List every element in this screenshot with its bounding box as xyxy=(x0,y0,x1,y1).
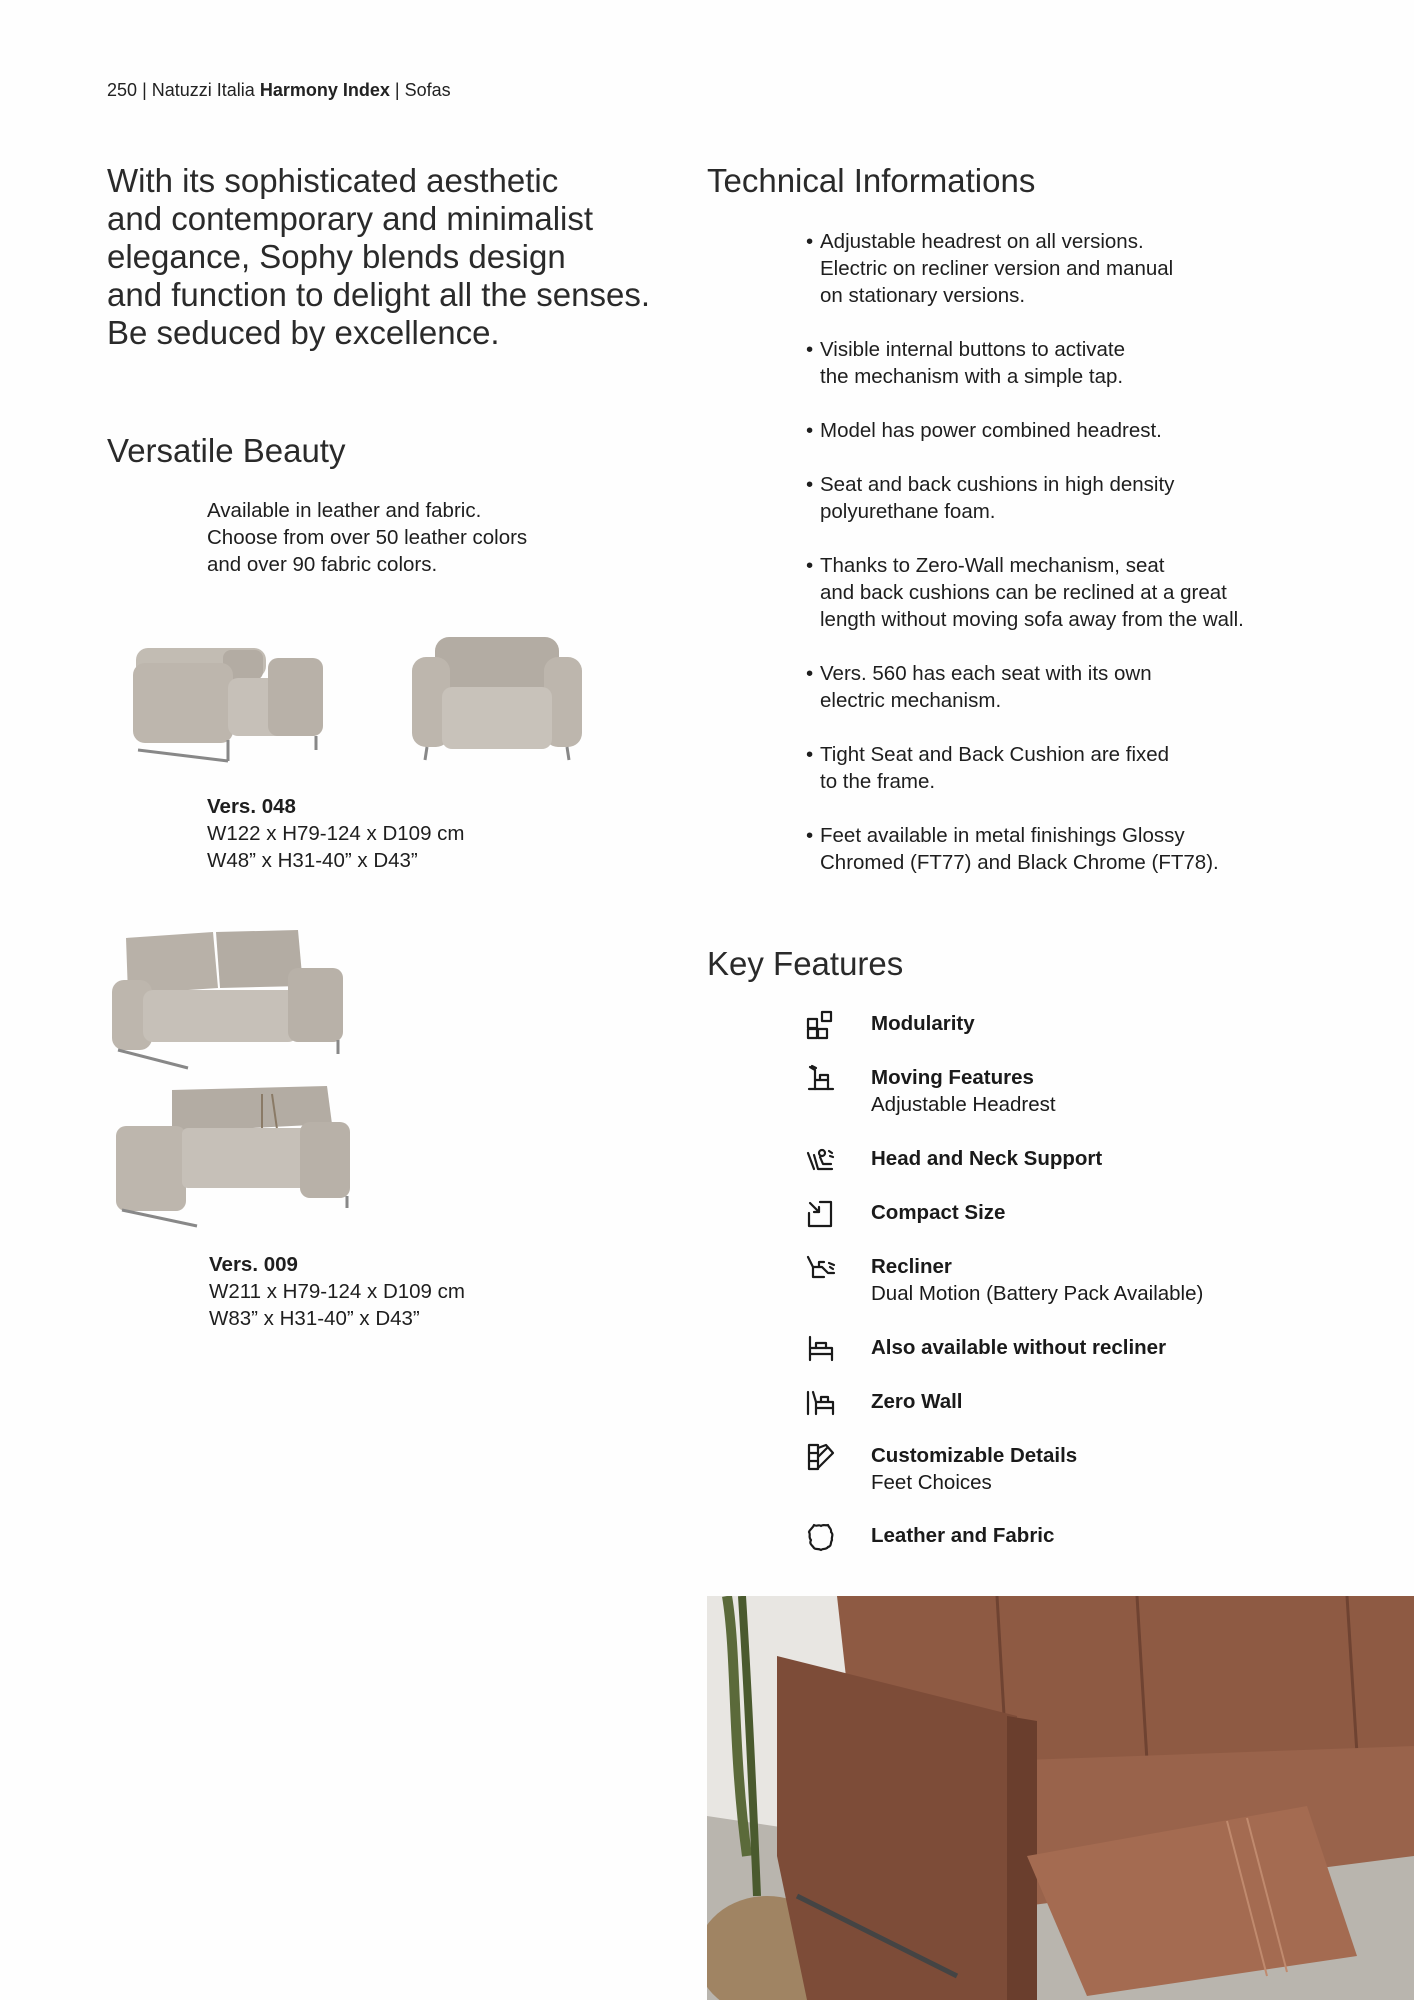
technical-line: and back cushions can be reclined at a great xyxy=(820,581,1227,604)
version-048-specs xyxy=(207,793,465,874)
feature-title: Customizable Details xyxy=(871,1444,1078,1467)
intro-paragraph xyxy=(107,162,667,352)
technical-line: to the frame. xyxy=(820,770,936,793)
technical-item xyxy=(806,417,1286,444)
technical-line: on stationary versions. xyxy=(820,284,1026,307)
feature-title: Head and Neck Support xyxy=(871,1147,1103,1170)
technical-line: • Adjustable headrest on all versions. xyxy=(820,230,1144,253)
versatile-line: Choose from over 50 leather colors xyxy=(207,526,528,549)
versatile-line: Available in leather and fabric. xyxy=(207,499,482,522)
version-title: Vers. 048 xyxy=(207,795,296,818)
feature-title: Zero Wall xyxy=(871,1390,963,1413)
feature-subtitle: Dual Motion (Battery Pack Available) xyxy=(871,1282,1204,1305)
intro-line: and function to delight all the senses. xyxy=(107,276,651,313)
moving-features-icon xyxy=(806,1064,836,1094)
intro-line: and contemporary and minimalist xyxy=(107,200,594,237)
technical-line: • Model has power combined headrest. xyxy=(820,419,1162,442)
technical-line: • Feet available in metal finishings Glossy xyxy=(820,824,1185,847)
feature-subtitle: Adjustable Headrest xyxy=(871,1093,1056,1116)
version-metric-dimensions: W211 x H79-124 x D109 cm xyxy=(209,1280,465,1303)
technical-line: electric mechanism. xyxy=(820,689,1002,712)
sofa-vers-048-side-image xyxy=(128,628,328,763)
feature-title: Recliner xyxy=(871,1255,952,1278)
zero-wall-icon xyxy=(806,1388,836,1418)
collection-name: Harmony Index xyxy=(259,80,390,100)
technical-item xyxy=(806,228,1286,309)
feature-title: Moving Features xyxy=(871,1066,1034,1089)
technical-line: Electric on recliner version and manual xyxy=(820,257,1174,280)
recliner-icon xyxy=(806,1253,836,1283)
intro-line: With its sophisticated aesthetic xyxy=(107,162,559,199)
technical-line: • Seat and back cushions in high density xyxy=(820,473,1175,496)
feature-title: Modularity xyxy=(871,1012,975,1035)
feature-subtitle: Feet Choices xyxy=(871,1471,992,1494)
version-009-specs xyxy=(209,1251,465,1332)
technical-heading: Technical Informations xyxy=(707,162,1036,199)
versatile-line: and over 90 fabric colors. xyxy=(207,553,438,576)
leather-sofa-illustration xyxy=(707,1596,1414,2000)
feature-title: Also available without recliner xyxy=(871,1336,1167,1359)
customizable-details-icon xyxy=(806,1442,836,1472)
page-number: 250 xyxy=(107,80,138,100)
version-metric-dimensions: W122 x H79-124 x D109 cm xyxy=(207,822,465,845)
brand-name: Natuzzi Italia xyxy=(151,80,255,100)
technical-line: Chromed (FT77) and Black Chrome (FT78). xyxy=(820,851,1219,874)
header-separator: | xyxy=(394,80,400,100)
version-title: Vers. 009 xyxy=(209,1253,298,1276)
versatile-description xyxy=(207,497,527,578)
technical-line: the mechanism with a simple tap. xyxy=(820,365,1124,388)
technical-list xyxy=(806,228,1286,903)
category-name: Sofas xyxy=(404,80,451,100)
sofa-vers-009-image xyxy=(108,928,348,1073)
technical-item xyxy=(806,741,1286,795)
technical-item xyxy=(806,552,1286,633)
technical-line: polyurethane foam. xyxy=(820,500,996,523)
modularity-icon xyxy=(806,1010,836,1040)
version-imperial-dimensions: W83” x H31-40” x D43” xyxy=(209,1307,420,1330)
sofa-vers-048-front-image xyxy=(407,632,587,762)
feature-title: Leather and Fabric xyxy=(871,1524,1055,1547)
header-separator: | xyxy=(142,80,147,100)
technical-item xyxy=(806,336,1286,390)
technical-item xyxy=(806,471,1286,525)
leather-sofa-photo xyxy=(707,1596,1414,2000)
technical-line: • Visible internal buttons to activate xyxy=(820,338,1126,361)
sofa-vers-009-open-image xyxy=(112,1084,352,1229)
intro-line: Be seduced by excellence. xyxy=(107,314,500,351)
no-recliner-icon xyxy=(806,1334,836,1364)
technical-line: length without moving sofa away from the wall. xyxy=(820,608,1244,631)
technical-item xyxy=(806,822,1286,876)
key-features-heading: Key Features xyxy=(707,945,904,982)
head-neck-support-icon xyxy=(806,1145,836,1175)
intro-line: elegance, Sophy blends design xyxy=(107,238,566,275)
page-header xyxy=(107,80,451,101)
technical-line: • Tight Seat and Back Cushion are fixed xyxy=(820,743,1170,766)
leather-fabric-icon xyxy=(806,1522,836,1552)
compact-size-icon xyxy=(806,1199,836,1229)
versatile-heading: Versatile Beauty xyxy=(107,432,346,469)
version-imperial-dimensions: W48” x H31-40” x D43” xyxy=(207,849,418,872)
technical-line: • Vers. 560 has each seat with its own xyxy=(820,662,1152,685)
technical-item xyxy=(806,660,1286,714)
feature-title: Compact Size xyxy=(871,1201,1006,1224)
technical-line: • Thanks to Zero-Wall mechanism, seat xyxy=(820,554,1165,577)
